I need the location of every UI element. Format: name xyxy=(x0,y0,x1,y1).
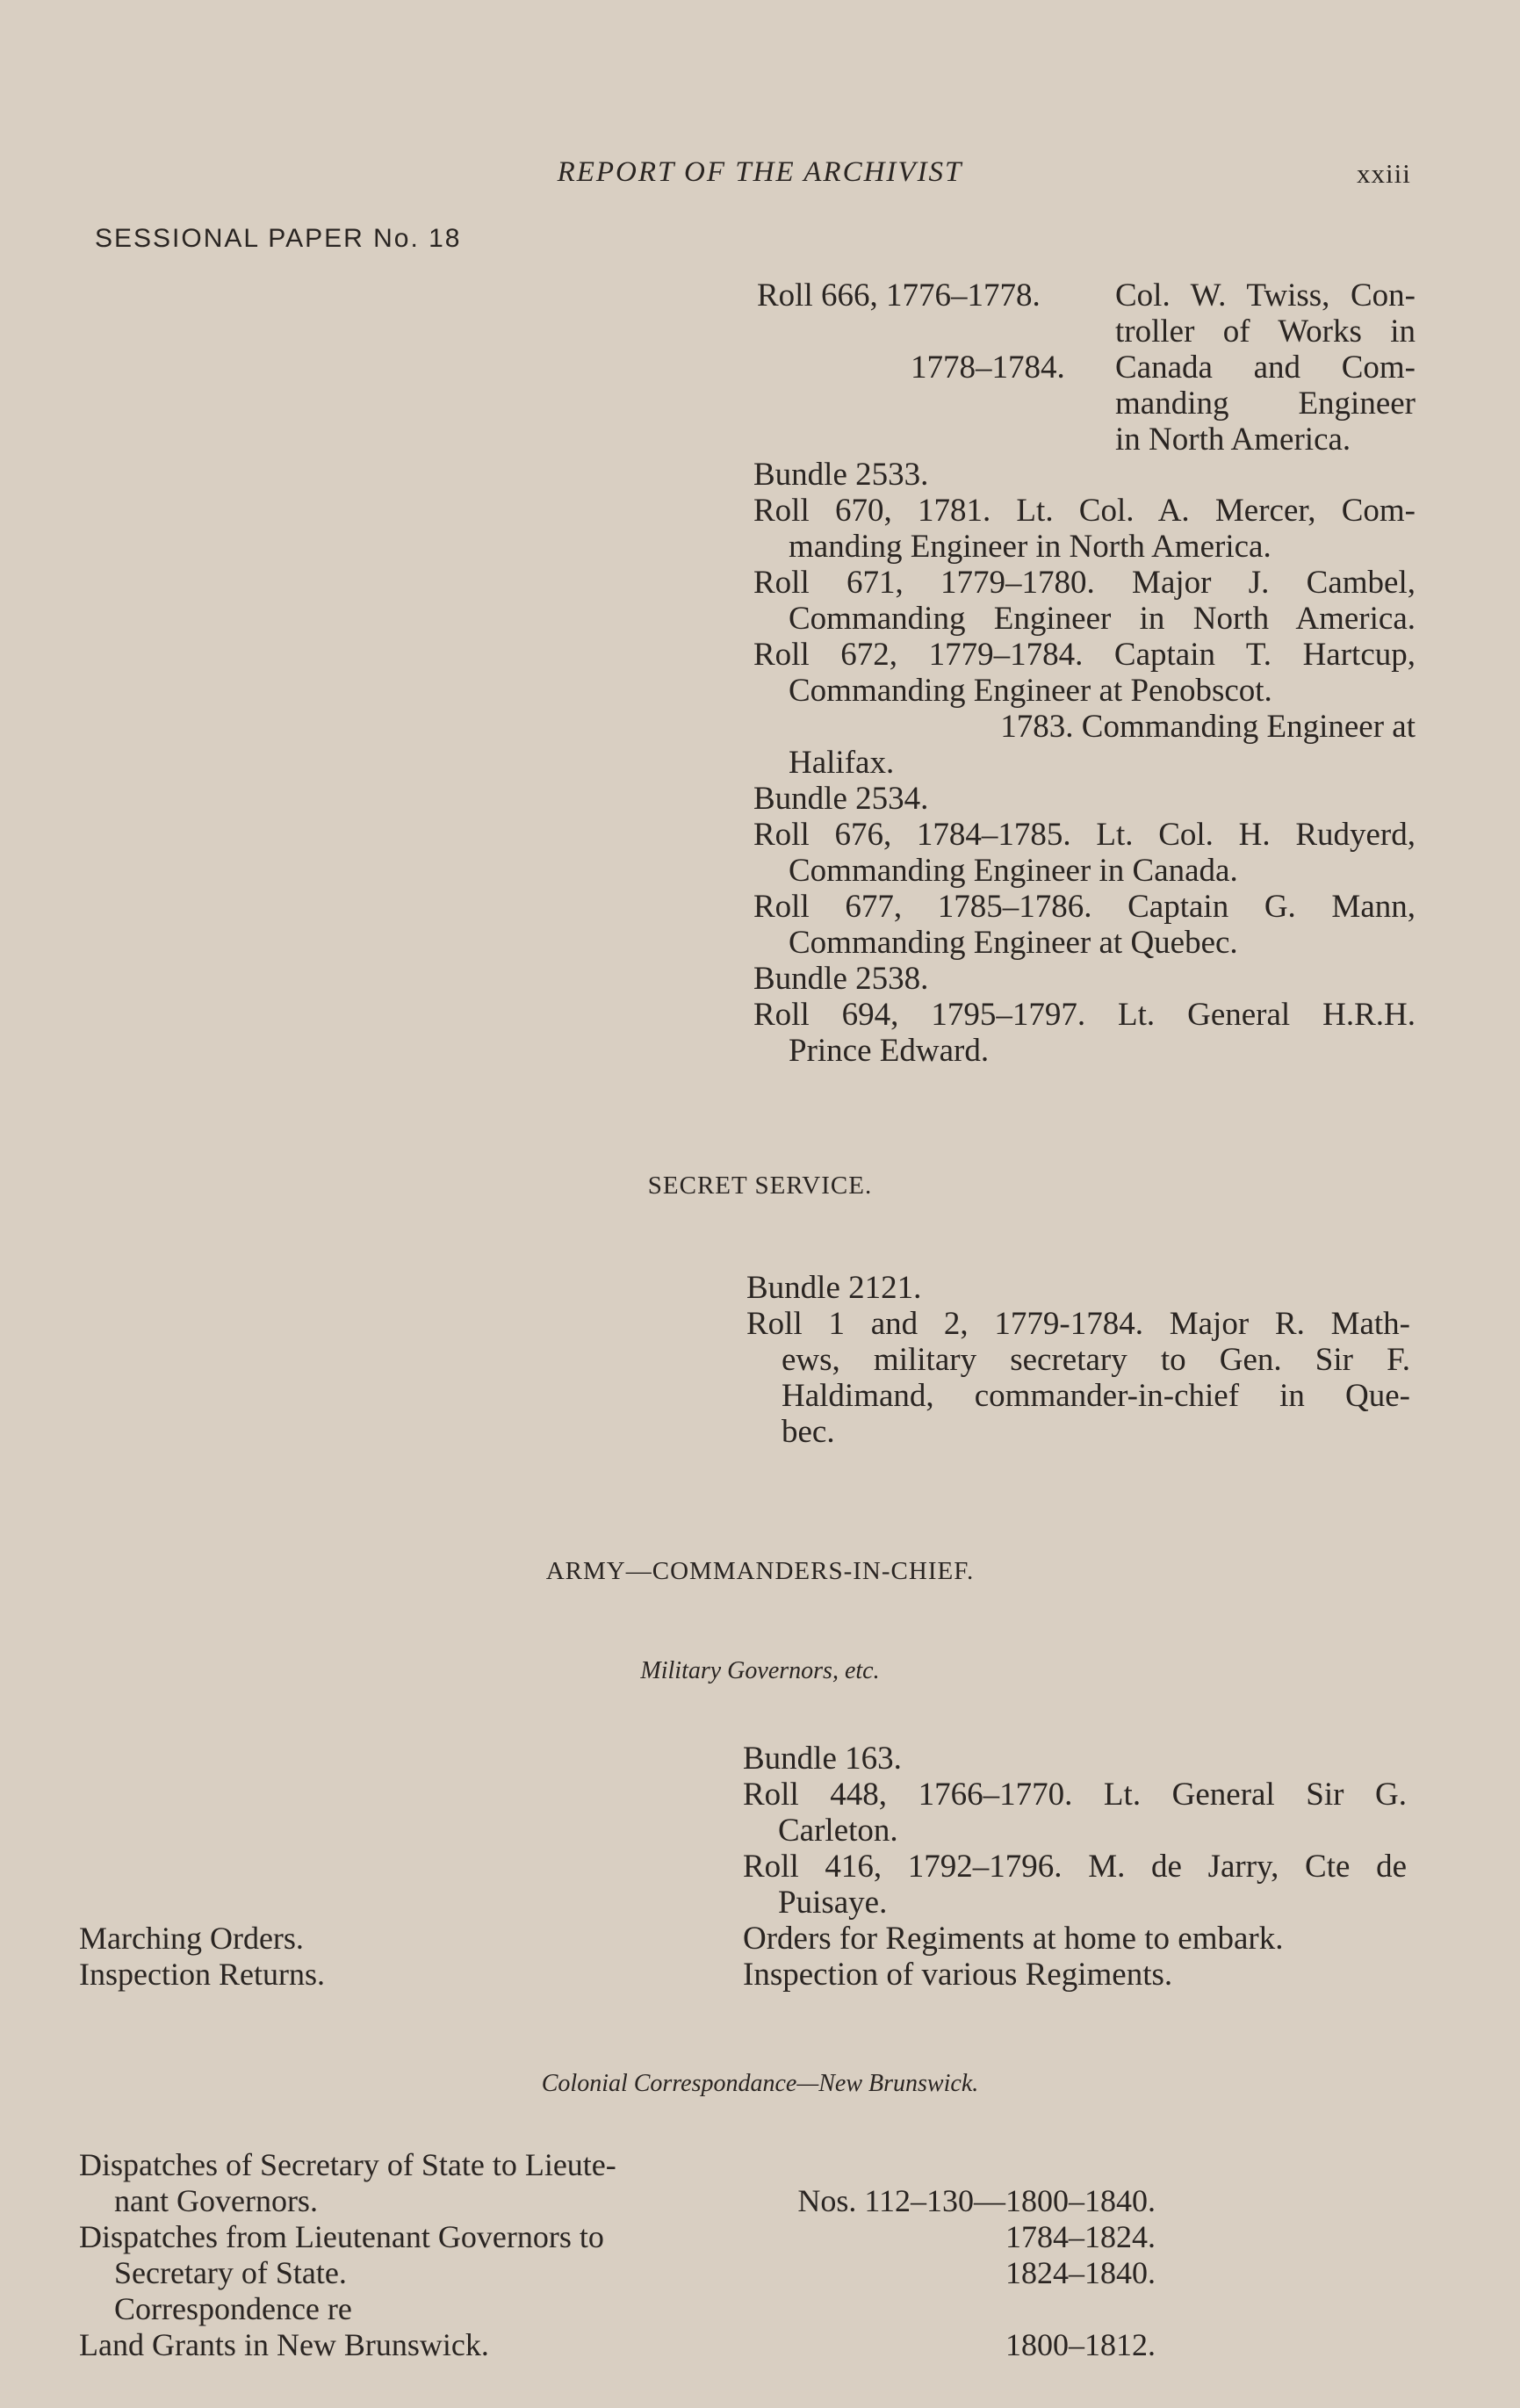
roll-666-second-date: 1778–1784. xyxy=(911,350,1065,386)
dispatches-from-line-1: Dispatches from Lieutenant Governors to xyxy=(79,2219,604,2254)
roll-671-line-1: Roll 671, 1779–1780. Major J. Cambel, xyxy=(753,565,1416,601)
text-line: Canada and Com- xyxy=(1115,350,1416,386)
bundle-2121: Bundle 2121. xyxy=(746,1270,922,1306)
roll-676-line-2: Commanding Engineer in Canada. xyxy=(789,853,1238,889)
roll-694-line-2: Prince Edward. xyxy=(789,1033,990,1069)
dispatches-from-entry xyxy=(79,2219,746,2291)
text-line: manding Engineer xyxy=(1115,386,1416,422)
dispatches-to-entry xyxy=(79,2147,746,2219)
correspondence-line-1: Correspondence re xyxy=(114,2291,352,2326)
page-number: xxiii xyxy=(1357,158,1411,189)
dispatches-from-value-1: 1784–1824. xyxy=(1005,2219,1156,2254)
sessional-paper-label: SESSIONAL PAPER No. 18 xyxy=(95,224,462,253)
running-title: REPORT OF THE ARCHIVIST xyxy=(557,156,963,188)
correspondence-entry xyxy=(79,2291,746,2363)
dispatches-to-value-text: Nos. 112–130—1800–1840. xyxy=(797,2183,1156,2218)
bundle-2533: Bundle 2533. xyxy=(753,457,929,493)
roll-676-line-1: Roll 676, 1784–1785. Lt. Col. H. Rudyerd, xyxy=(753,817,1416,853)
army-subheading: Military Governors, etc. xyxy=(640,1657,880,1684)
army-list xyxy=(743,1741,1407,1993)
bundle-163: Bundle 163. xyxy=(743,1741,902,1777)
marching-orders-label: Marching Orders. xyxy=(79,1921,304,1956)
dispatches-from-value-2: 1824–1840. xyxy=(1005,2255,1156,2290)
secret-roll-line-1: Roll 1 and 2, 1779-1784. Major R. Math- xyxy=(746,1306,1410,1342)
dispatches-from-values xyxy=(743,2219,1156,2291)
roll-666-description xyxy=(1115,278,1416,458)
inspection-returns-label: Inspection Returns. xyxy=(79,1957,325,1992)
dispatches-to-value xyxy=(743,2183,1156,2219)
roll-672-line-1: Roll 672, 1779–1784. Captain T. Hartcup, xyxy=(753,637,1416,673)
roll-416-line-1: Roll 416, 1792–1796. M. de Jarry, Cte de xyxy=(743,1849,1407,1885)
roll-448-line-2: Carleton. xyxy=(778,1813,898,1849)
secret-roll-line-2: ews, military secretary to Gen. Sir F. xyxy=(782,1342,1410,1378)
correspondence-line-2: Land Grants in New Brunswick. xyxy=(79,2327,489,2362)
text-line: in North America. xyxy=(1115,422,1351,458)
roll-416-line-2: Puisaye. xyxy=(778,1885,888,1921)
roll-448-line-1: Roll 448, 1766–1770. Lt. General Sir G. xyxy=(743,1777,1407,1813)
secret-roll-line-4: bec. xyxy=(782,1414,835,1450)
secret-service-list xyxy=(746,1270,1410,1450)
inspection-returns-description: Inspection of various Regiments. xyxy=(743,1957,1173,1993)
engineers-list xyxy=(753,457,1416,1069)
dispatches-from-line-2: Secretary of State. xyxy=(114,2255,347,2290)
roll-672-line-3: 1783. Commanding Engineer at xyxy=(1000,709,1416,745)
roll-671-line-2: Commanding Engineer in North America. xyxy=(789,601,1416,637)
secret-roll-line-3: Haldimand, commander-in-chief in Que- xyxy=(782,1378,1410,1414)
roll-670-line-1: Roll 670, 1781. Lt. Col. A. Mercer, Com- xyxy=(753,493,1416,529)
roll-677-line-2: Commanding Engineer at Quebec. xyxy=(789,925,1238,961)
roll-672-line-2: Commanding Engineer at Penobscot. xyxy=(789,673,1272,709)
roll-677-line-1: Roll 677, 1785–1786. Captain G. Mann, xyxy=(753,889,1416,925)
colonial-subheading: Colonial Correspondance—New Brunswick. xyxy=(541,2070,979,2097)
roll-666-label: Roll 666, 1776–1778. xyxy=(757,278,1041,314)
roll-694-line-1: Roll 694, 1795–1797. Lt. General H.R.H. xyxy=(753,997,1416,1033)
correspondence-value-text: 1800–1812. xyxy=(1005,2327,1156,2362)
text-line: Col. W. Twiss, Con- xyxy=(1115,278,1416,314)
army-heading: ARMY—COMMANDERS-IN-CHIEF. xyxy=(545,1557,975,1585)
roll-670-line-2: manding Engineer in North America. xyxy=(789,529,1271,565)
secret-service-heading: SECRET SERVICE. xyxy=(647,1172,873,1200)
dispatches-to-line-2: nant Governors. xyxy=(114,2183,318,2218)
correspondence-value xyxy=(743,2327,1156,2363)
marching-orders-description: Orders for Regiments at home to embark. xyxy=(743,1921,1284,1957)
text-line: troller of Works in xyxy=(1115,314,1416,350)
bundle-2534: Bundle 2534. xyxy=(753,781,929,817)
roll-672-line-4: Halifax. xyxy=(789,745,895,781)
dispatches-to-line-1: Dispatches of Secretary of State to Lieute- xyxy=(79,2147,616,2182)
bundle-2538: Bundle 2538. xyxy=(753,961,929,997)
